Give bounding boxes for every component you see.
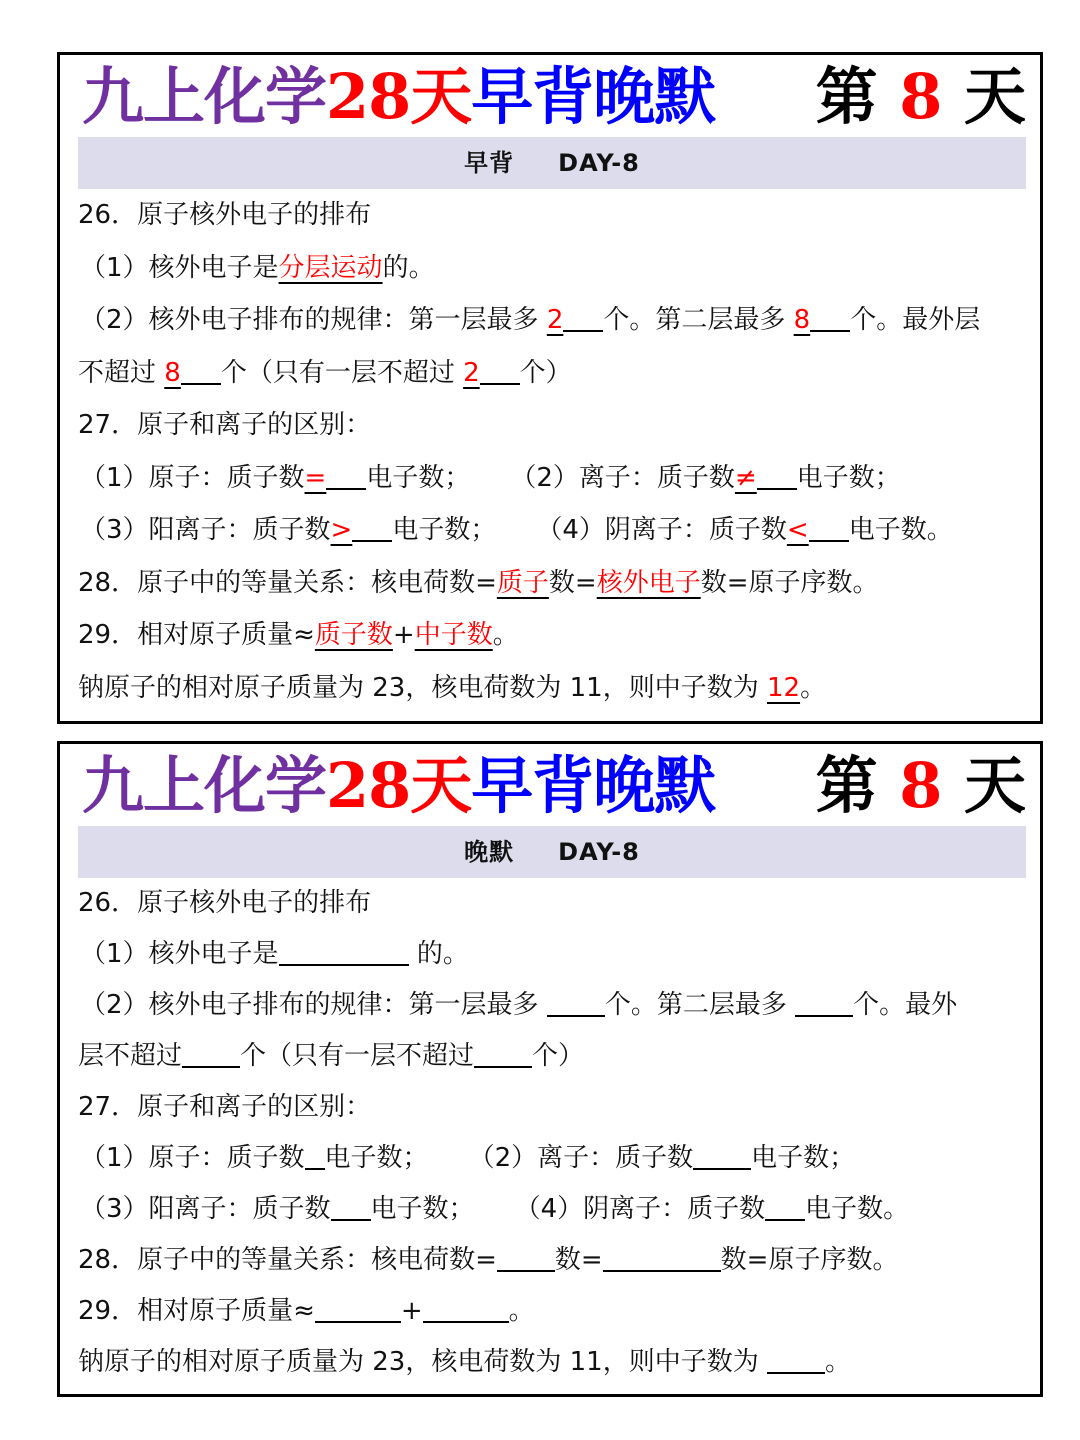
banner-day: DAY-8 <box>558 149 640 177</box>
q26-title: 26．原子核外电子的排布 <box>78 200 372 230</box>
q27-row1 <box>78 452 1026 505</box>
q27-title: 27．原子和离子的区别： <box>78 1092 372 1122</box>
sodium-question <box>78 662 1026 715</box>
evening-content <box>60 878 1040 1388</box>
morning-content <box>60 189 1040 714</box>
answer: 8 <box>164 357 181 388</box>
q27-row2 <box>78 1184 1026 1235</box>
q29-text: 29．相对原子质量≈ <box>78 620 315 650</box>
section-banner <box>78 826 1026 878</box>
answer: 质子 <box>496 567 549 598</box>
q27-4-end: 电子数。 <box>848 515 953 545</box>
fill-blank[interactable] <box>423 1291 509 1323</box>
banner-day: DAY-8 <box>558 838 640 866</box>
answer-underline <box>563 300 603 332</box>
q27-4-end: 电子数。 <box>805 1194 910 1224</box>
answer: = <box>304 462 327 493</box>
answer: 12 <box>766 672 801 703</box>
q26-2 <box>78 980 1026 1031</box>
title-main <box>82 750 715 822</box>
day-number: 8 <box>899 749 943 822</box>
answer-underline <box>757 458 797 490</box>
title-part-days: 28天 <box>326 60 472 133</box>
card-title <box>60 744 1040 826</box>
q27-1-end: 电子数； <box>324 1143 429 1173</box>
q27-1-text: （1）原子：质子数 <box>80 1143 305 1173</box>
answer: 中子数 <box>414 620 493 650</box>
q26-2-text-mid: 个。第二层最多 <box>604 990 787 1020</box>
q29-text: 29．相对原子质量≈ <box>78 1296 315 1326</box>
day-suffix: 天 <box>963 60 1026 133</box>
title-part-method: 早背晚默 <box>471 749 716 822</box>
title-part-method: 早背晚默 <box>471 60 716 133</box>
fill-blank[interactable] <box>182 1036 240 1068</box>
q26-2b-text: 层不超过 <box>78 1041 183 1071</box>
fill-blank[interactable] <box>693 1138 751 1170</box>
q26-2-text: （2）核外电子排布的规律：第一层最多 <box>80 990 539 1020</box>
q26-2-text: （2）核外电子排布的规律：第一层最多 <box>80 305 539 335</box>
q29-end: 。 <box>492 620 519 650</box>
q26-2b-text-mid: 个（只有一层不超过 <box>240 1041 475 1071</box>
fill-blank[interactable] <box>305 1138 325 1170</box>
q29-end: 。 <box>508 1296 535 1326</box>
q27-row1 <box>78 1133 1026 1184</box>
q28-text-end: 数=原子序数。 <box>720 1245 899 1275</box>
day-suffix: 天 <box>963 749 1026 822</box>
answer: 质子数 <box>314 620 393 650</box>
sodium-text: 钠原子的相对原子质量为 23，核电荷数为 11，则中子数为 <box>78 1347 759 1377</box>
fill-blank[interactable] <box>767 1342 825 1374</box>
title-day <box>816 61 1026 133</box>
q28-text-end: 数=原子序数。 <box>700 567 879 598</box>
q27-4-text: （4）阴离子：质子数 <box>514 1194 766 1224</box>
title-part-course: 九上化学 <box>82 749 327 822</box>
title-part-course: 九上化学 <box>82 60 327 133</box>
answer-underline <box>480 353 520 385</box>
fill-blank[interactable] <box>474 1036 532 1068</box>
q27-1-text: （1）原子：质子数 <box>80 462 305 493</box>
answer: > <box>330 515 353 545</box>
q28 <box>78 557 1026 610</box>
answer: 8 <box>793 305 811 335</box>
q26-2-text-mid: 个。第二层最多 <box>603 305 786 335</box>
q26-1 <box>78 242 1026 295</box>
answer-underline <box>809 510 849 542</box>
fill-blank[interactable] <box>603 1240 721 1272</box>
q29 <box>78 609 1026 662</box>
answer: < <box>786 515 809 545</box>
fill-blank[interactable] <box>331 1189 371 1221</box>
answer-underline <box>181 353 221 385</box>
q27-2-text: （2）离子：质子数 <box>468 1143 694 1173</box>
q27-4-text: （4）阴离子：质子数 <box>536 515 787 545</box>
answer: ≠ <box>734 462 757 493</box>
q26-1-text: （1）核外电子是 <box>80 252 279 283</box>
q27-3-text: （3）阳离子：质子数 <box>80 515 331 545</box>
q27-3-end: 电子数； <box>392 515 497 545</box>
q26-2b-text: 不超过 <box>78 357 157 388</box>
q26-2b-text-end: 个） <box>532 1041 585 1071</box>
q27-row2 <box>78 504 1026 557</box>
q26-1 <box>78 929 1026 980</box>
q27-3-end: 电子数； <box>370 1194 475 1224</box>
q27-3-text: （3）阳离子：质子数 <box>80 1194 331 1224</box>
answer-underline <box>326 458 366 490</box>
q29 <box>78 1286 1026 1337</box>
q26-2-cont <box>78 347 1026 400</box>
q27-2-end: 电子数； <box>796 462 901 493</box>
title-part-days: 28天 <box>326 749 472 822</box>
q28-text-mid: 数= <box>554 1245 603 1275</box>
answer: 2 <box>546 305 564 335</box>
q26-1-end: 的。 <box>382 252 435 283</box>
sodium-end: 。 <box>824 1347 851 1377</box>
day-prefix: 第 <box>815 749 878 822</box>
fill-blank[interactable] <box>279 934 409 966</box>
fill-blank[interactable] <box>765 1189 805 1221</box>
banner-label: 晚默 <box>464 838 515 866</box>
answer: 分层运动 <box>278 252 383 283</box>
evening-card <box>57 741 1043 1397</box>
q28-text: 28．原子中的等量关系：核电荷数= <box>78 567 497 598</box>
title-day <box>816 750 1026 822</box>
title-main <box>82 61 715 133</box>
q27-title: 27．原子和离子的区别： <box>78 410 372 440</box>
sodium-text: 钠原子的相对原子质量为 23，核电荷数为 11，则中子数为 <box>78 672 759 703</box>
day-number: 8 <box>899 60 943 133</box>
q28 <box>78 1235 1026 1286</box>
q28-text: 28．原子中的等量关系：核电荷数= <box>78 1245 497 1275</box>
sodium-question <box>78 1337 1026 1388</box>
morning-card <box>57 52 1043 724</box>
fill-blank[interactable] <box>315 1291 401 1323</box>
answer: 2 <box>463 357 480 388</box>
answer-underline <box>810 300 850 332</box>
answer: 核外电子 <box>596 567 701 598</box>
q26-2-cont <box>78 1031 1026 1082</box>
q26-1-text: （1）核外电子是 <box>80 939 279 969</box>
q26-2b-text-mid: 个（只有一层不超过 <box>220 357 455 388</box>
answer-underline <box>352 510 392 542</box>
fill-blank[interactable] <box>497 1240 555 1272</box>
q27-2-text: （2）离子：质子数 <box>510 462 735 493</box>
fill-blank[interactable] <box>547 985 605 1017</box>
q29-plus: + <box>400 1296 423 1326</box>
q29-plus: + <box>392 620 415 650</box>
q27-2-end: 电子数； <box>751 1143 856 1173</box>
q27-1-end: 电子数； <box>366 462 471 493</box>
q26-2b-text-end: 个） <box>519 357 572 388</box>
q26-2-text-end: 个。最外 <box>853 990 958 1020</box>
q26-title: 26．原子核外电子的排布 <box>78 888 372 918</box>
sodium-end: 。 <box>800 672 827 703</box>
q28-text-mid: 数= <box>548 567 597 598</box>
q26-2-text-end: 个。最外层 <box>850 305 981 335</box>
fill-blank[interactable] <box>795 985 853 1017</box>
q26-1-end: 的。 <box>416 939 469 969</box>
day-prefix: 第 <box>815 60 878 133</box>
section-banner <box>78 137 1026 189</box>
banner-label: 早背 <box>464 149 515 177</box>
card-title <box>60 55 1040 137</box>
q26-2 <box>78 294 1026 347</box>
